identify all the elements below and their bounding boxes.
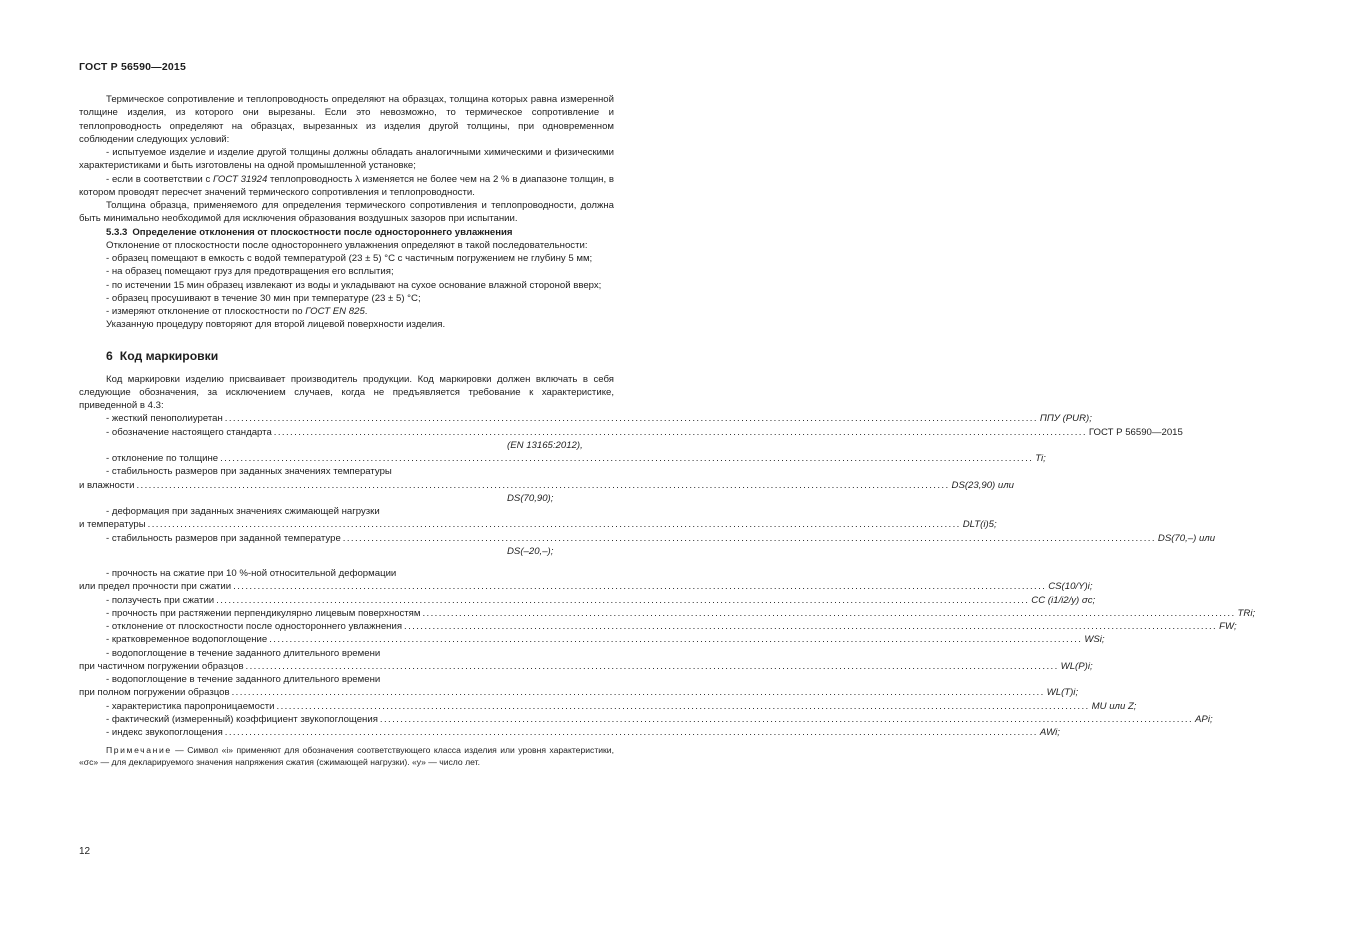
code-value: WSi; (1084, 634, 1105, 646)
code-value: TRi; (1237, 607, 1256, 619)
code-row: и температуры ........................................................................................................................................................................................................ DLT(i)5; (79, 518, 614, 531)
code-row-first-line: - деформация при заданных значениях сжимающей нагрузки (106, 506, 380, 517)
code-row: при частичном погружении образцов ........................................................................................................................................................................................................ WL(P)i; (79, 660, 614, 673)
dot-leader: ........................................................................................................................................................................................................ (216, 594, 1030, 606)
code-value: DS(23,90) или (951, 479, 1015, 491)
list-item: - образец помещают в емкость с водой температурой (23 ± 5) °С с частичным погружением не глубину 5 мм; (106, 253, 593, 264)
note-text: — Символ «i» применяют для обозначения соответствующего класса изделия или уровня характеристики, «σc» — для декларируемого значения напряжения сжатия (сжимающей нагрузки). «y» — число лет. (79, 745, 614, 768)
code-row-first-line: - прочность на сжатие при 10 %-ной относительной деформации (106, 568, 397, 579)
dot-leader: ........................................................................................................................................................................................................ (379, 713, 1194, 725)
dot-leader: ........................................................................................................................................................................................................ (231, 687, 1045, 699)
code-value: CS(10/Y)i; (1048, 581, 1093, 593)
dot-leader: ........................................................................................................................................................................................................ (404, 621, 1218, 632)
paragraph: Указанную процедуру повторяют для второй лицевой поверхности изделия. (106, 319, 446, 331)
code-row: - отклонение по толщине ........................................................................................................................................................................................................ Ti; (79, 452, 614, 465)
paragraph: Отклонение от плоскостности после одностороннего увлажнения определяют в такой последовательности: (106, 239, 588, 251)
dot-leader: ........................................................................................................................................................................................................ (269, 634, 1083, 646)
standard-reference: ГОСТ 31924 (213, 173, 268, 185)
code-row: при полном погружении образцов ........................................................................................................................................................................................................ WL(T)i; (79, 686, 614, 699)
code-row: - фактический (измеренный) коэффициент звукопоглощения ........................................................................................................................................................................................................ APi; (79, 713, 614, 726)
page-number: 12 (79, 846, 91, 857)
marking-code-list (79, 412, 1256, 739)
list-item: - образец просушивают в течение 30 мин при температуре (23 ± 5) °С; (106, 292, 421, 304)
code-row: или предел прочности при сжатии ........................................................................................................................................................................................................ CS(10/Y)i; (79, 580, 614, 593)
section-title: Код маркировки (119, 348, 219, 363)
code-value: DS(70,–) или (1157, 532, 1216, 544)
code-row: - отклонение от плоскостности после одностороннего увлажнения ........................................................................................................................................................................................................ FW; (79, 620, 614, 633)
code-row-continuation: DS(–20,–); (507, 545, 554, 557)
code-value: DLT(i)5; (962, 519, 997, 531)
code-value: ППУ (PUR); (1039, 413, 1092, 425)
subsection-title: Определение отклонения от плоскостности после одностороннего увлажнения (132, 226, 513, 238)
page-content (79, 93, 1256, 769)
dot-leader: ........................................................................................................................................................................................................ (224, 727, 1038, 738)
code-row: - обозначение настоящего стандарта ........................................................................................................................................................................................................ ГОСТ Р 56590—2015 (79, 426, 614, 439)
subsection-heading (79, 226, 614, 239)
code-row: - жесткий пенополиуретан ........................................................................................................................................................................................................ ППУ (PUR); (79, 412, 614, 425)
code-row: - прочность при растяжении перпендикулярно лицевым поверхностям ........................................................................................................................................................................................................ TRi; (79, 607, 614, 620)
dot-leader: ........................................................................................................................................................................................................ (422, 607, 1236, 619)
code-row: - ползучесть при сжатии ........................................................................................................................................................................................................ CC (i1/i2/y) σc; (79, 594, 614, 607)
paragraph: Термическое сопротивление и теплопроводность определяют на образцах, толщина которых равна измеренной толщине изделия, из которого они вырезаны. Если это невозможно, то термическое сопротивление и теплопроводность определяют на образцах, вырезанных из изделия другой толщины, при одновременном соблюдении следующих условий: (79, 94, 614, 145)
code-value: AWi; (1039, 727, 1060, 738)
dot-leader: ........................................................................................................................................................................................................ (245, 660, 1059, 672)
dot-leader: ........................................................................................................................................................................................................ (136, 479, 950, 491)
standard-reference: ГОСТ EN 825 (305, 306, 365, 317)
note (79, 745, 614, 769)
code-row-first-line: - водопоглощение в течение заданного длительного времени (106, 674, 381, 685)
list-item: - испытуемое изделие и изделие другой толщины должны обладать аналогичными химическими и физическими характеристиками и быть изготовлены на одной промышленной установке; (79, 147, 614, 172)
code-value: Ti; (1035, 453, 1046, 464)
code-row-first-line: - стабильность размеров при заданных значениях температуры (106, 466, 392, 478)
code-value: APi; (1195, 713, 1213, 725)
list-item: - если в соответствии с ГОСТ 31924 теплопроводность λ изменяется не более чем на 2 % в диапазоне толщин, в котором проводят пересчет значений термического сопротивления и теплопроводности. (79, 173, 615, 198)
dot-leader: ........................................................................................................................................................................................................ (224, 413, 1038, 425)
list-item: - измеряют отклонение от плоскостности по ГОСТ EN 825. (106, 306, 368, 317)
document-header: ГОСТ Р 56590—2015 (79, 61, 187, 73)
code-value: FW; (1219, 621, 1237, 632)
list-item: - на образец помещают груз для предотвращения его всплытия; (106, 266, 394, 278)
code-row: и влажности ........................................................................................................................................................................................................ DS(23,90) или (79, 479, 614, 492)
dot-leader: ........................................................................................................................................................................................................ (233, 581, 1047, 593)
code-value: WL(P)i; (1060, 660, 1093, 672)
code-row-first-line: - водопоглощение в течение заданного длительного времени (106, 647, 381, 659)
code-row: - стабильность размеров при заданной температуре ........................................................................................................................................................................................................ DS(70,–) или (79, 532, 614, 545)
dot-leader: ........................................................................................................................................................................................................ (342, 532, 1156, 544)
code-row: - индекс звукопоглощения ........................................................................................................................................................................................................ AWi; (79, 726, 614, 739)
code-value: CC (i1/i2/y) σc; (1031, 594, 1096, 606)
code-value: MU или Z; (1091, 700, 1137, 712)
code-row: - кратковременное водопоглощение ........................................................................................................................................................................................................ WSi; (79, 633, 614, 646)
paragraph: Код маркировки изделию присваивает производитель продукции. Код маркировки должен включать в себя следующие обозначения, за исключением случаев, когда не предъявляется требование к характеристике, приведенной в 4.3: (79, 373, 614, 411)
paragraph: Толщина образца, применяемого для определения термического сопротивления и теплопроводности, должна быть минимально необходимой для исключения образования воздушных зазоров при испытании. (79, 200, 614, 225)
section-number: 6 (106, 348, 113, 363)
code-value: ГОСТ Р 56590—2015 (1088, 426, 1183, 438)
code-value: WL(T)i; (1046, 687, 1079, 699)
note-label: Примечание (106, 745, 172, 756)
section-heading (79, 349, 614, 364)
dot-leader: ........................................................................................................................................................................................................ (276, 700, 1090, 712)
code-row-continuation: (EN 13165:2012), (507, 439, 583, 451)
dot-leader: ........................................................................................................................................................................................................ (147, 519, 961, 531)
dot-leader: ........................................................................................................................................................................................................ (273, 426, 1087, 438)
list-item: - по истечении 15 мин образец извлекают из воды и укладывают на сухое основание влажной стороной вверх; (106, 279, 602, 291)
subsection-number: 5.3.3 (106, 226, 128, 238)
dot-leader: ........................................................................................................................................................................................................ (220, 453, 1034, 464)
code-row: - характеристика паропроницаемости ........................................................................................................................................................................................................ MU или Z; (79, 700, 614, 713)
code-row-continuation: DS(70,90); (507, 492, 554, 504)
